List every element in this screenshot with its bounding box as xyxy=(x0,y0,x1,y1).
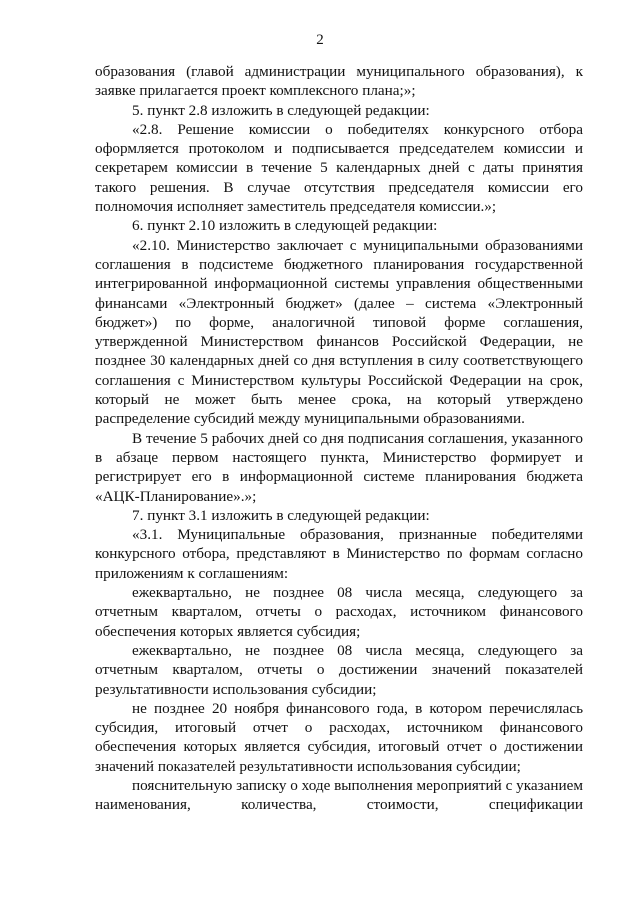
paragraph: «2.10. Министерство заключает с муниципальными образованиями соглашения в подсистеме бюджетного планирования государственной интегрированной информационной системы управления общественными финансами «Электронный бюджет» (далее – система «Электронный бюджет») по форме, аналогичной типовой форме соглашения, утвержденной Министерством финансов Российской Федерации, не позднее 30 календарных дней со дня вступления в силу соответствующего соглашения с Министерством культуры Российской Федерации на срок, который не может быть менее срока, на который утверждено распределение субсидий между муниципальными образованиями. xyxy=(95,236,583,428)
paragraph: ежеквартально, не позднее 08 числа месяца, следующего за отчетным кварталом, отчеты о расходах, источником финансового обеспечения которых является субсидия; xyxy=(95,584,583,640)
paragraph: 7. пункт 3.1 изложить в следующей редакции: xyxy=(132,506,430,524)
paragraph: пояснительную записку о ходе выполнения мероприятий с указанием наименования, количества, стоимости, спецификации xyxy=(95,776,583,814)
paragraph: «2.8. Решение комиссии о победителях конкурсного отбора оформляется протоколом и подписывается председателем комиссии и секретарем комиссии в течение 5 календарных дней с даты принятия такого решения. В случае отсутствия председателя комиссии его полномочия исполняет заместитель председателя комиссии.»; xyxy=(95,120,583,216)
document-body xyxy=(95,62,583,815)
paragraph: образования (главой администрации муниципального образования), к заявке прилагается проект комплексного плана;»; xyxy=(95,63,583,100)
paragraph: 5. пункт 2.8 изложить в следующей редакции: xyxy=(132,101,430,119)
paragraph: «3.1. Муниципальные образования, признанные победителями конкурсного отбора, представляют в Министерство по формам согласно приложениям к соглашениям: xyxy=(95,526,583,582)
paragraph: В течение 5 рабочих дней со дня подписания соглашения, указанного в абзаце первом настоящего пункта, Министерство формирует и регистрирует его в информационной системе планирования бюджета «АЦК-Планирование».»; xyxy=(95,429,583,505)
paragraph: ежеквартально, не позднее 08 числа месяца, следующего за отчетным кварталом, отчеты о достижении значений показателей результативности использования субсидии; xyxy=(95,641,583,698)
page-number: 2 xyxy=(316,32,324,48)
paragraph: не позднее 20 ноября финансового года, в котором перечислялась субсидия, итоговый отчет о расходах, источником финансового обеспечения которых является субсидия, итоговый отчет о достижении значений показателей результативности использования субсидии; xyxy=(95,699,583,775)
paragraph: 6. пункт 2.10 изложить в следующей редакции: xyxy=(132,217,438,235)
